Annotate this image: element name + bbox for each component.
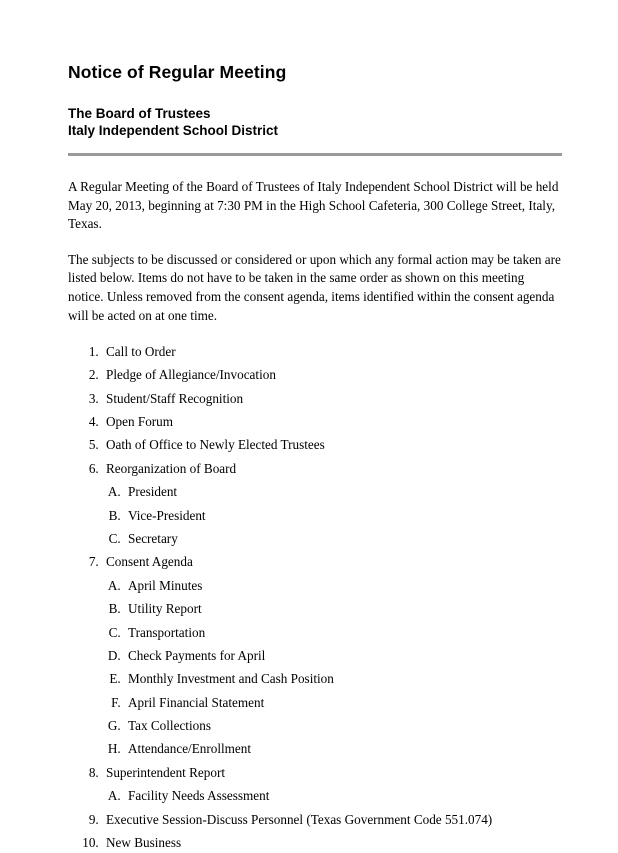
list-item: [124, 670, 562, 689]
list-item: [124, 483, 562, 502]
list-item: [124, 787, 562, 806]
list-item: [124, 717, 562, 736]
list-item: [102, 553, 562, 759]
list-item: [102, 834, 562, 853]
agenda-item-label: Pledge of Allegiance/Invocation: [106, 367, 276, 383]
agenda-item-label: Consent Agenda: [106, 554, 193, 570]
list-item: [102, 811, 562, 830]
list-item: [124, 694, 562, 713]
subtitle-line-district: Italy Independent School District: [68, 123, 279, 138]
header-divider: [68, 153, 562, 156]
agenda-item-label: Reorganization of Board: [106, 460, 237, 476]
agenda-subitem-label: April Minutes: [128, 578, 203, 594]
agenda-subitem-label: Transportation: [128, 624, 206, 640]
list-item: [124, 530, 562, 549]
agenda-sublist: [106, 577, 562, 759]
agenda-sublist: [106, 787, 562, 806]
agenda-subitem-label: Secretary: [128, 531, 178, 547]
agenda-subitem-label: President: [128, 484, 178, 500]
agenda-list: [68, 343, 562, 853]
agenda-subitem-label: April Financial Statement: [128, 694, 265, 710]
agenda-subitem-label: Monthly Investment and Cash Position: [128, 671, 334, 687]
agenda-subitem-label: Attendance/Enrollment: [128, 741, 252, 757]
agenda-item-label: Student/Staff Recognition: [106, 390, 244, 406]
list-item: [124, 740, 562, 759]
agenda-item-label: Call to Order: [106, 344, 176, 360]
agenda-item-label: Executive Session-Discuss Personnel (Texas Government Code 551.074): [106, 811, 493, 827]
list-item: [102, 436, 562, 455]
subtitle-line-board: The Board of Trustees: [68, 106, 211, 121]
agenda-item-label: Oath of Office to Newly Elected Trustees: [106, 437, 325, 453]
list-item: [124, 647, 562, 666]
list-item: [102, 390, 562, 409]
agenda-subitem-label: Check Payments for April: [128, 648, 266, 664]
list-item: [102, 343, 562, 362]
list-item: [124, 600, 562, 619]
list-item: [102, 460, 562, 549]
agenda-subitem-label: Facility Needs Assessment: [128, 788, 270, 804]
list-item: [124, 577, 562, 596]
list-item: [102, 366, 562, 385]
agenda-item-label: Superintendent Report: [106, 764, 226, 780]
meeting-details-paragraph: A Regular Meeting of the Board of Trustees of Italy Independent School District will be held May 20, 2013, beginning at 7:30 PM in the High School Cafeteria, 300 College Street, Italy, Texas.: [68, 179, 559, 232]
list-item: [124, 507, 562, 526]
agenda-item-label: New Business: [106, 834, 182, 850]
agenda-subitem-label: Utility Report: [128, 601, 202, 617]
agenda-subitem-label: Tax Collections: [128, 717, 211, 733]
page-title: Notice of Regular Meeting: [68, 62, 287, 82]
document-subtitle: [68, 105, 562, 139]
agenda-item-label: Open Forum: [106, 414, 174, 430]
agenda-subitem-label: Vice-President: [128, 507, 206, 523]
agenda-sublist: [106, 483, 562, 548]
list-item: [102, 413, 562, 432]
agenda-notice-paragraph: The subjects to be discussed or considered or upon which any formal action may be taken are listed below. Items do not have to be taken in the same order as shown on this meeting notice. Unless removed from the consent agenda, items identified within the consent agenda will be acted on at one time.: [68, 251, 561, 323]
list-item: [124, 624, 562, 643]
